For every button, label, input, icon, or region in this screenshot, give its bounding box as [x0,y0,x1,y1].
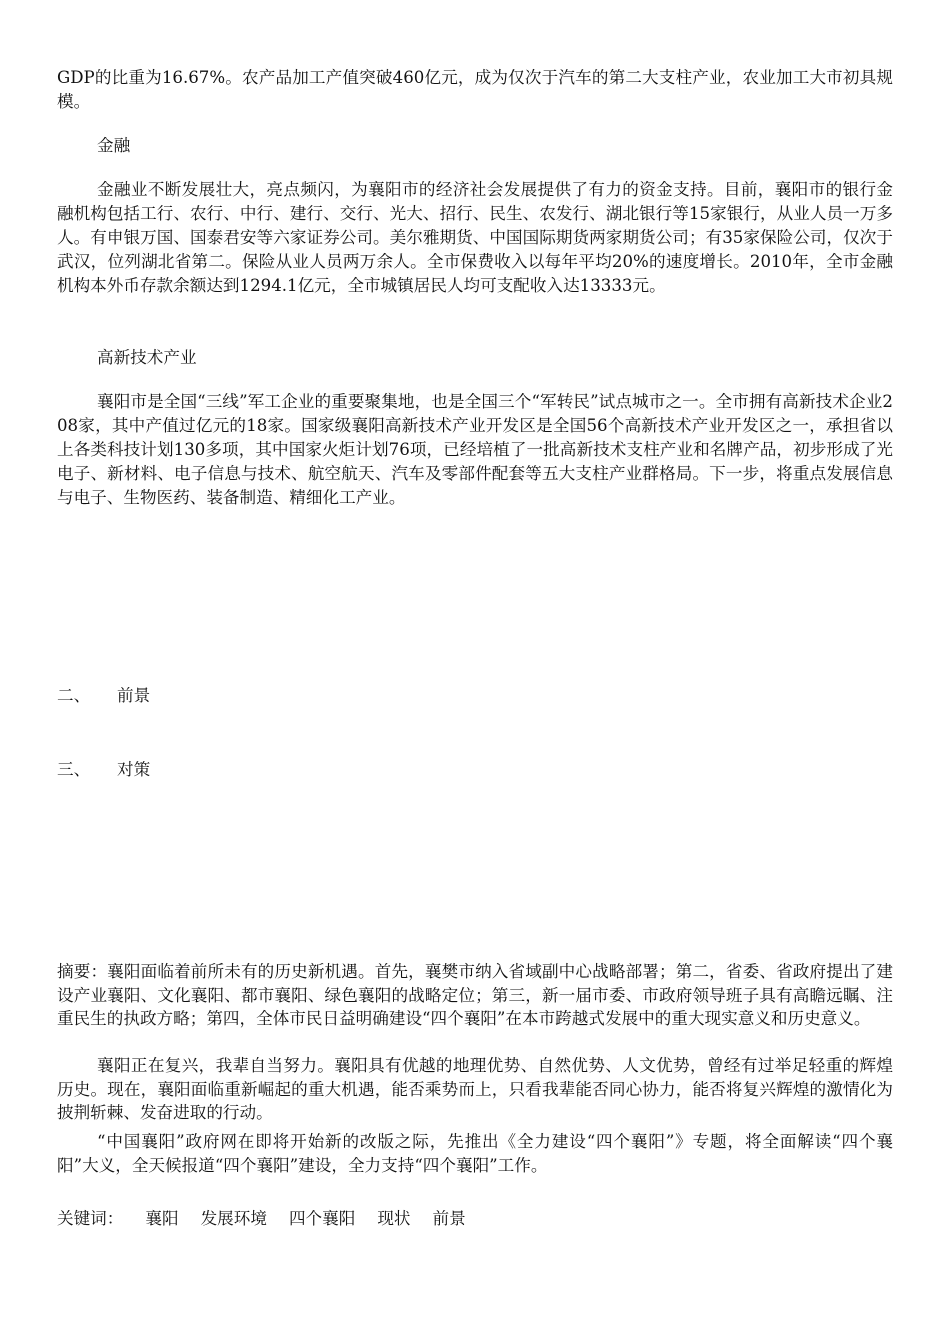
section-number: 三、 [57,760,91,779]
section-number: 二、 [57,686,91,705]
keyword: 襄阳 [145,1209,179,1228]
section-prospect [57,684,150,708]
abstract-paragraph-3: “中国襄阳”政府网在即将开始新的改版之际，先推出《全力建设“四个襄阳”》专题，将全面解读“四个襄阳”大义，全天候报道“四个襄阳”建设，全力支持“四个襄阳”工作。 [57,1132,893,1175]
keywords-line [57,1207,466,1231]
hightech-paragraph: 襄阳市是全国“三线”军工企业的重要聚集地，也是全国三个“军转民”试点城市之一。全市拥有高新技术企业208家，其中产值过亿元的18家。国家级襄阳高新技术产业开发区是全国56个高新技术产业开发区之一，承担省以上各类科技计划130多项，其中国家火炬计划76项，已经培植了一批高新技术支柱产业和名牌产品，初步形成了光电子、新材料、电子信息与技术、航空航天、汽车及零部件配套等五大支柱产业群格局。下一步，将重点发展信息与电子、生物医药、装备制造、精细化工产业。 [57,392,893,507]
keywords-label: 关键词： [57,1209,124,1228]
intro-paragraph: GDP的比重为16.67%。农产品加工产值突破460亿元，成为仅次于汽车的第二大支柱产业，农业加工大市初具规模。 [57,68,893,111]
keyword: 现状 [377,1209,411,1228]
section-title: 对策 [117,760,151,779]
abstract-paragraph-2: 襄阳正在复兴，我辈自当努力。襄阳具有优越的地理优势、自然优势、人文优势，曾经有过举足轻重的辉煌历史。现在，襄阳面临重新崛起的重大机遇，能否乘势而上，只看我辈能否同心协力，能否将复兴辉煌的激情化为披荆斩棘、发奋进取的行动。 [57,1056,893,1122]
keyword: 前景 [432,1209,466,1228]
finance-heading: 金融 [97,136,131,155]
section-title: 前景 [117,686,151,705]
section-countermeasures [57,758,150,782]
finance-paragraph: 金融业不断发展壮大，亮点频闪，为襄阳市的经济社会发展提供了有力的资金支持。目前，襄阳市的银行金融机构包括工行、农行、中行、建行、交行、光大、招行、民生、农发行、湖北银行等15家银行，从业人员一万多人。有申银万国、国泰君安等六家证券公司。美尔雅期货、中国国际期货两家期货公司；有35家保险公司，仅次于武汉，位列湖北省第二。保险从业人员两万余人。全市保费收入以每年平均20%的速度增长。2010年，全市金融机构本外币存款余额达到1294.1亿元，全市城镇居民人均可支配收入达13333元。 [57,180,893,295]
keyword: 发展环境 [200,1209,267,1228]
hightech-heading: 高新技术产业 [97,348,197,367]
keyword: 四个襄阳 [288,1209,356,1228]
abstract-paragraph-1: 摘要：襄阳面临着前所未有的历史新机遇。首先，襄樊市纳入省域副中心战略部署；第二，省委、省政府提出了建设产业襄阳、文化襄阳、都市襄阳、绿色襄阳的战略定位；第三，新一届市委、市政府领导班子具有高瞻远瞩、注重民生的执政方略；第四，全体市民日益明确建设“四个襄阳”在本市跨越式发展中的重大现实意义和历史意义。 [57,962,893,1028]
